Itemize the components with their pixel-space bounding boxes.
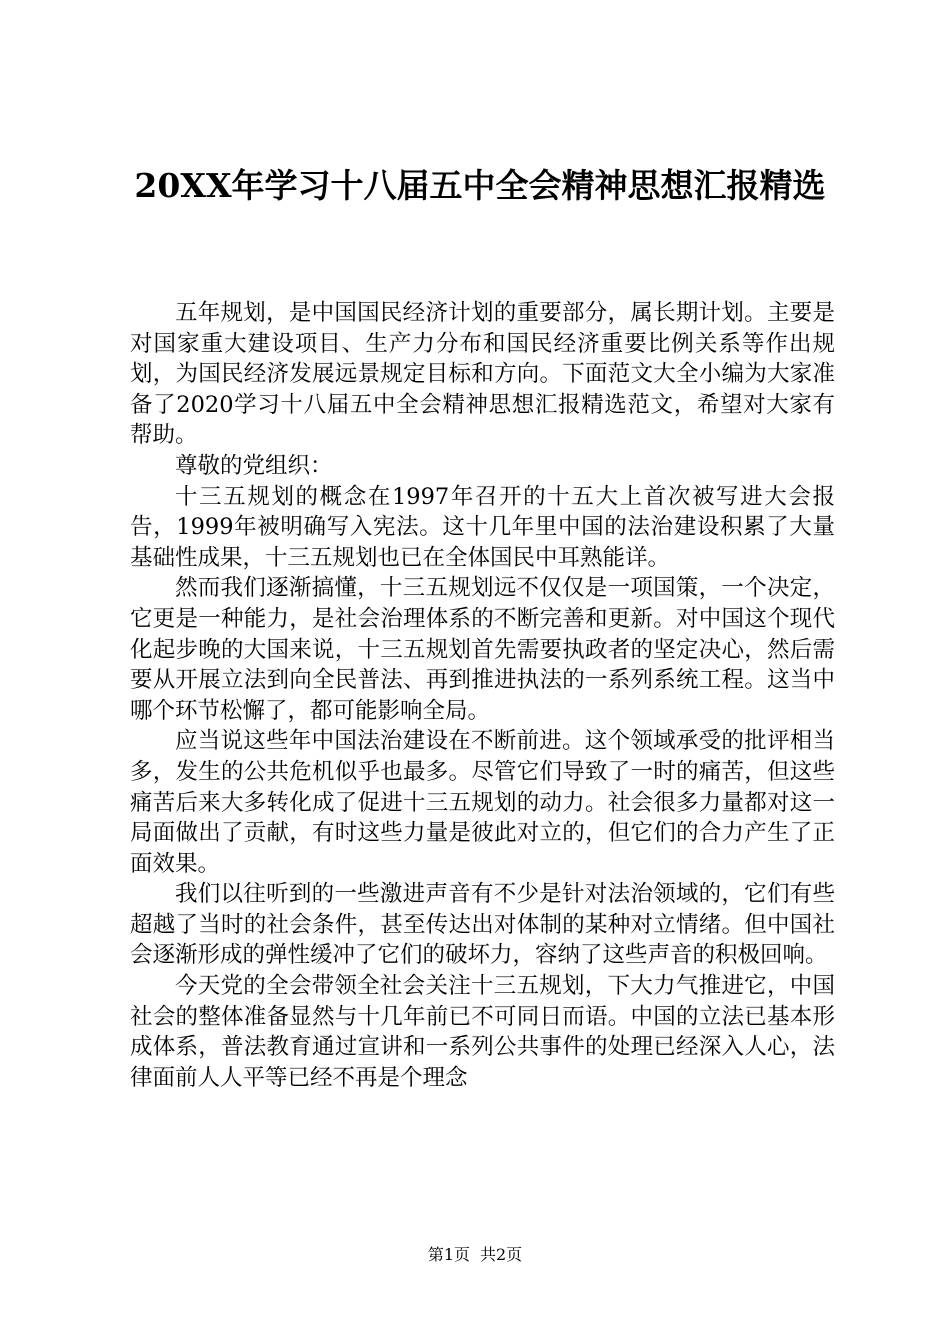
document-title: 20XX年学习十八届五中全会精神思想汇报精选 — [134, 166, 826, 205]
paragraph-3: 应当说这些年中国法治建设在不断前进。这个领域承受的批评相当多，发生的公共危机似乎也最多。尽管它们导致了一时的痛苦，但这些痛苦后来大多转化成了促进十三五规划的动力。社会很多力量都对这一局面做出了贡献，有时这些力量是彼此对立的，但它们的合力产生了正面效果。 — [130, 728, 835, 877]
paragraph-salutation: 尊敬的党组织： — [175, 452, 333, 479]
paragraph-4: 我们以往听到的一些激进声音有不少是针对法治领域的，它们有些超越了当时的社会条件，甚至传达出对体制的某种对立情绪。但中国社会逐渐形成的弹性缓冲了它们的破坏力，容纳了这些声音的积极回响。 — [130, 881, 835, 969]
document-body — [130, 298, 835, 1093]
paragraph-1: 十三五规划的概念在1997年召开的十五大上首次被写进大会报告，1999年被明确写入宪法。这十几年里中国的法治建设积累了大量基础性成果，十三五规划也已在全体国民中耳熟能详。 — [130, 483, 835, 571]
page-number-total: 共2页 — [480, 1245, 523, 1264]
paragraph-2: 然而我们逐渐搞懂，十三五规划远不仅仅是一项国策，一个决定，它更是一种能力，是社会治理体系的不断完善和更新。对中国这个现代化起步晚的大国来说，十三五规划首先需要执政者的坚定决心，然后需要从开展立法到向全民普法、再到推进执法的一系列系统工程。这当中哪个环节松懈了，都可能影响全局。 — [130, 575, 835, 724]
paragraph-intro: 五年规划，是中国国民经济计划的重要部分，属长期计划。主要是对国家重大建设项目、生产力分布和国民经济重要比例关系等作出规划，为国民经济发展远景规定目标和方向。下面范文大全小编为大家准备了2020学习十八届五中全会精神思想汇报精选范文，希望对大家有帮助。 — [130, 300, 835, 449]
page-footer — [0, 1244, 950, 1266]
paragraph-5: 今天党的全会带领全社会关注十三五规划，下大力气推进它，中国社会的整体准备显然与十几年前已不可同日而语。中国的立法已基本形成体系，普法教育通过宣讲和一系列公共事件的处理已经深入人心，法律面前人人平等已经不再是个理念 — [130, 973, 835, 1091]
page-number-current: 第1页 — [427, 1245, 470, 1264]
